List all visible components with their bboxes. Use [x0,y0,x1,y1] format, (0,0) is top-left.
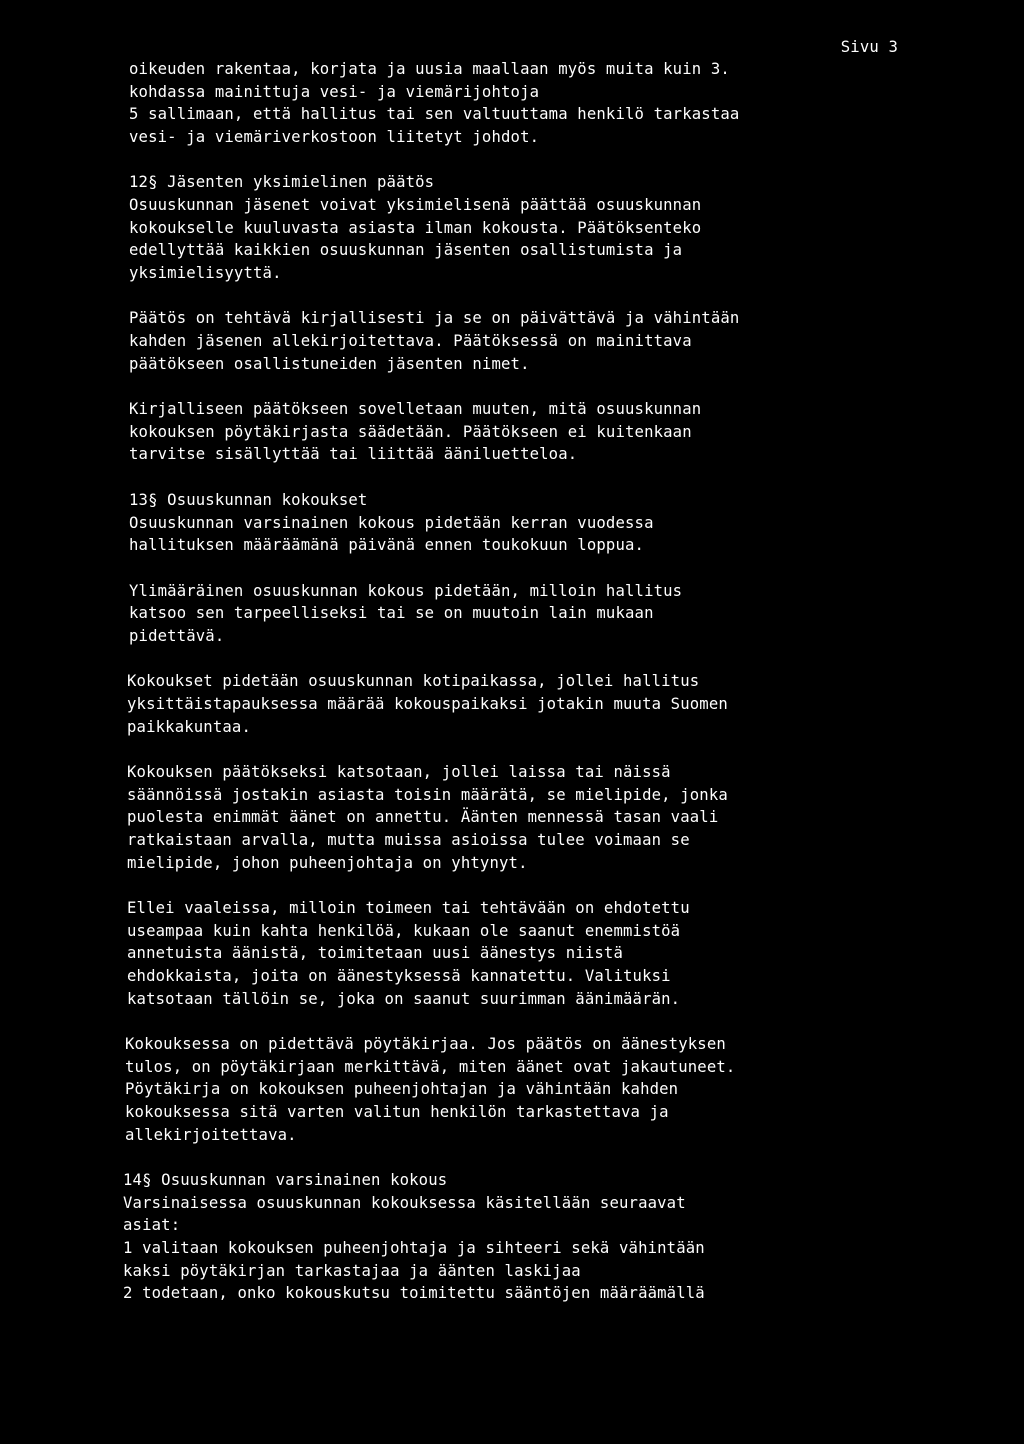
text-line: allekirjoitettava. [125,1125,297,1144]
text-line: vesi- ja viemäriverkostoon liitetyt johdot. [129,127,540,146]
text-line: mielipide, johon puheenjohtaja on yhtynyt. [127,853,528,872]
text-line: päätökseen osallistuneiden jäsenten nimet. [129,354,530,373]
text-line: Ellei vaaleissa, milloin toimeen tai tehtävään on ehdotettu [127,899,690,918]
text-line: Kokouksessa on pidettävä pöytäkirjaa. Jos päätös on äänestyksen [125,1035,726,1054]
text-line: Osuuskunnan jäsenet voivat yksimielisenä päättää osuuskunnan [129,195,702,214]
text-line: tulos, on pöytäkirjaan merkittävä, miten äänet ovat jakautuneet. [125,1057,736,1076]
paragraph [129,307,919,375]
section-13 [129,489,919,557]
list-item: 1 valitaan kokouksen puheenjohtaja ja sihteeri sekä vähintään [123,1238,705,1257]
text-line: Ylimääräinen osuuskunnan kokous pidetään, milloin hallitus [129,581,683,600]
text-line: paikkakuntaa. [127,717,251,736]
paragraph [125,1033,919,1146]
text-line: säännöissä jostakin asiasta toisin määrätä, se mielipide, jonka [127,785,728,804]
text-line: ehdokkaista, joita on äänestyksessä kannatettu. Valituksi [127,967,671,985]
paragraph [127,761,919,874]
section-heading: 12§ Jäsenten yksimielinen päätös [129,173,435,192]
list-item: 2 todetaan, onko kokouskutsu toimitettu sääntöjen määräämällä [123,1284,705,1303]
section-heading: 13§ Osuuskunnan kokoukset [129,490,368,509]
section-heading: 14§ Osuuskunnan varsinainen kokous [123,1171,448,1190]
text-line: annetuista äänistä, toimitetaan uusi äänestys niistä [127,944,623,963]
text-line: oikeuden rakentaa, korjata ja uusia maallaan myös muita kuin 3. [129,60,730,78]
text-line: pidettävä. [129,626,225,645]
text-line: yksimielisyyttä. [129,263,282,282]
text-line: tarvitse sisällyttää tai liittää ääniluetteloa. [129,445,578,464]
text-line: Osuuskunnan varsinainen kokous pidetään kerran vuodessa [129,513,654,532]
text-line: Pöytäkirja on kokouksen puheenjohtajan ja vähintään kahden [125,1080,679,1099]
page-number: Sivu 3 [840,38,898,56]
text-line: kokouksessa sitä varten valitun henkilön tarkastettava ja [125,1102,669,1121]
text-line: edellyttää kaikkien osuuskunnan jäsenten osallistumista ja [129,241,683,260]
text-line: Päätös on tehtävä kirjallisesti ja se on päivättävä ja vähintään [129,309,740,328]
paragraph [129,398,919,466]
text-line: hallituksen määräämänä päivänä ennen toukokuun loppua. [129,536,645,555]
text-line: Kokoukset pidetään osuuskunnan kotipaikassa, jollei hallitus [127,672,700,691]
text-line: useampaa kuin kahta henkilöä, kukaan ole saanut enemmistöä [127,921,681,940]
text-line: katsotaan tällöin se, joka on saanut suurimman äänimäärän. [127,989,681,1008]
text-line: kohdassa mainittuja vesi- ja viemärijohtoja [129,82,540,101]
text-line: Kirjalliseen päätökseen sovelletaan muuten, mitä osuuskunnan [129,400,702,419]
text-line: kokoukselle kuuluvasta asiasta ilman kokousta. Päätöksenteko [129,218,702,237]
text-line: yksittäistapauksessa määrää kokouspaikaksi jotakin muuta Suomen [127,695,728,714]
text-line: asiat: [123,1216,181,1235]
paragraph [127,897,919,1010]
text-line: Kokouksen päätökseksi katsotaan, jollei laissa tai näissä [127,763,671,782]
text-line: kokouksen pöytäkirjasta säädetään. Päätökseen ei kuitenkaan [129,422,692,441]
text-line: katsoo sen tarpeelliseksi tai se on muutoin lain mukaan [129,604,654,623]
paragraph [129,580,919,648]
text-line: 5 sallimaan, että hallitus tai sen valtuuttama henkilö tarkastaa [129,105,740,124]
text-line: kahden jäsenen allekirjoitettava. Päätöksessä on mainittava [129,331,692,350]
text-line: puolesta enimmät äänet on annettu. Äänten mennessä tasan vaali [127,808,719,827]
paragraph [129,58,919,148]
text-line: ratkaistaan arvalla, mutta muissa asioissa tulee voimaan se [127,831,690,850]
paragraph [127,670,919,738]
text-line: Varsinaisessa osuuskunnan kokouksessa käsitellään seuraavat [123,1193,686,1212]
text-line: kaksi pöytäkirjan tarkastajaa ja äänten laskijaa [123,1261,581,1280]
section-14 [123,1169,919,1305]
document-body [123,58,919,1328]
section-12 [129,171,919,284]
